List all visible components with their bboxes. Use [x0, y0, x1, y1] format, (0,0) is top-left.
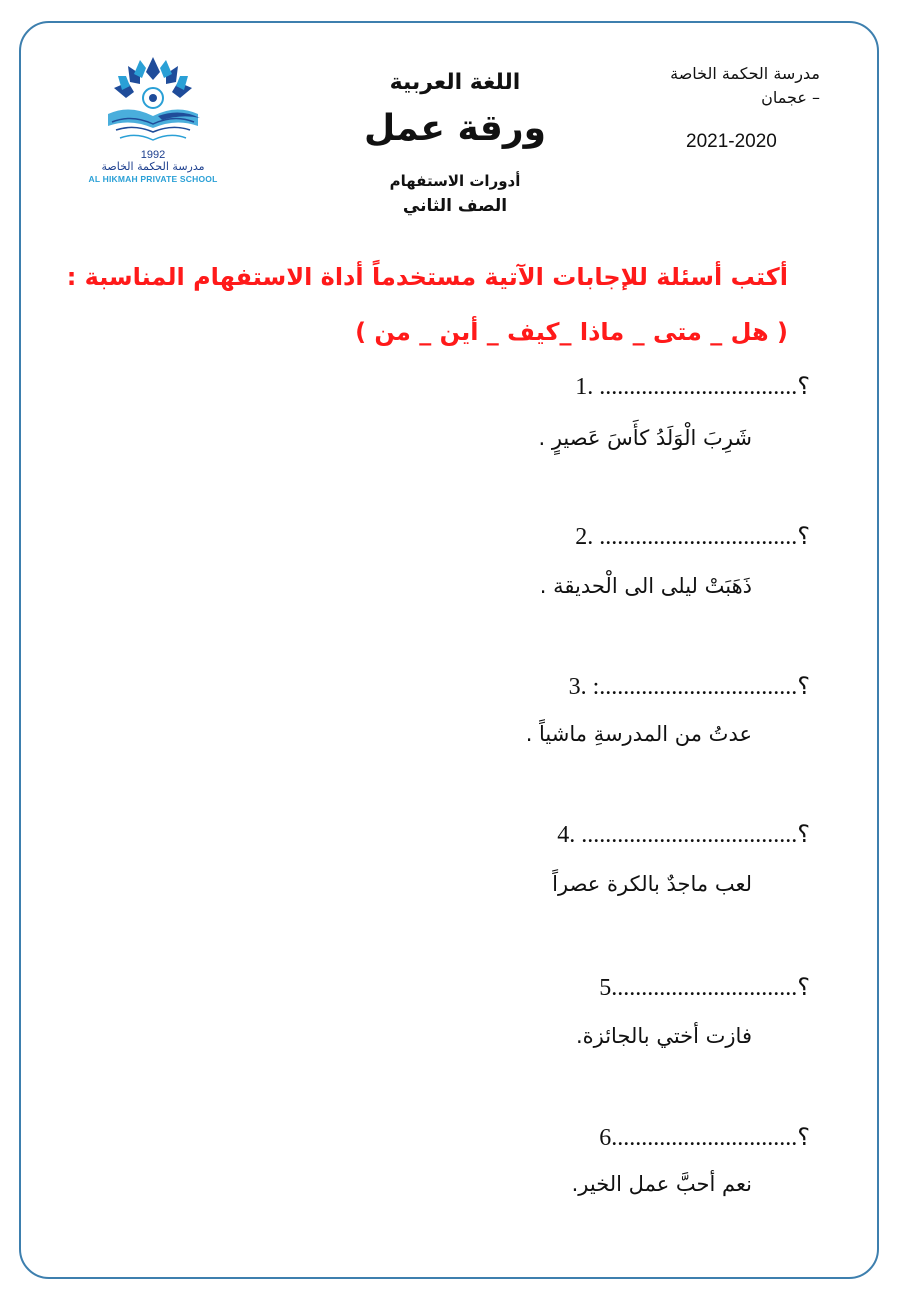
question-blank-4[interactable]: ؟.................................... .4: [557, 822, 810, 848]
answer-sentence-6: نعم أحبَّ عمل الخير.: [571, 1172, 752, 1196]
instruction-text: أكتب أسئلة للإجابات الآتية مستخدماً أداة الاستفهام المناسبة :: [66, 263, 788, 291]
answer-sentence-4: لعب ماجدٌ بالكرة عصراً: [552, 872, 752, 896]
answer-sentence-1: شَرِبَ الْوَلَدُ كأَسَ عَصيرٍ .: [538, 426, 752, 450]
lesson-topic: أدورات الاستفهام: [389, 172, 521, 190]
academic-year: 2021-2020: [686, 131, 777, 152]
grade-label: الصف الثاني: [402, 196, 508, 216]
logo-school-name-en: AL HIKMAH PRIVATE SCHOOL: [88, 174, 218, 184]
question-blank-3[interactable]: ؟.................................: .3: [568, 674, 810, 700]
question-blank-1[interactable]: ؟................................. .1: [575, 374, 810, 400]
answer-sentence-2: ذَهَبَتْ ليلى الى الْحديقة .: [539, 574, 752, 598]
question-blank-2[interactable]: ؟................................. .2: [575, 524, 810, 550]
answer-sentence-5: فازت أختي بالجائزة.: [575, 1024, 752, 1048]
question-blank-6[interactable]: ؟...............................6: [599, 1125, 810, 1151]
answer-sentence-3: عدتُ من المدرسةِ ماشياً .: [525, 722, 752, 746]
school-name-line2: – عجمان: [761, 88, 820, 107]
school-logo: [88, 52, 218, 182]
subject-title: اللغة العربية: [389, 70, 521, 95]
question-blank-5[interactable]: ؟...............................5: [599, 975, 810, 1001]
question-tools-list: ( هل _ متى _ ماذا _كيف _ أين _ من ): [355, 318, 788, 346]
school-name: [630, 62, 820, 110]
logo-emblem-icon: [88, 52, 218, 152]
logo-year: 1992: [140, 149, 166, 161]
logo-school-name-ar: مدرسة الحكمة الخاصة: [101, 160, 205, 173]
worksheet-title: ورقة عمل: [364, 108, 546, 149]
school-name-line1: مدرسة الحكمة الخاصة: [670, 64, 820, 83]
